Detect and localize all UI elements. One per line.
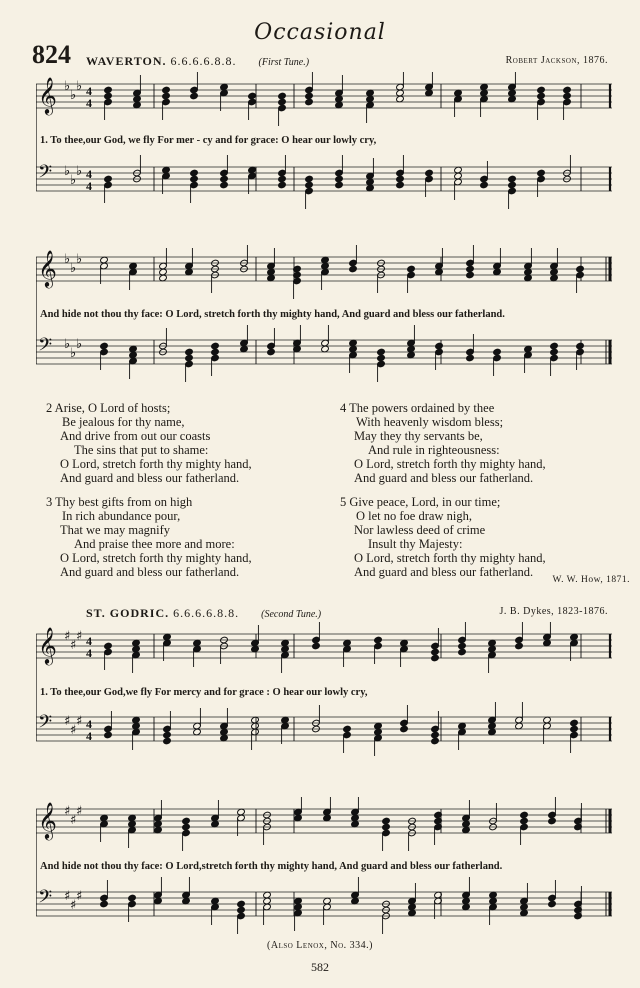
sharp-icon: ♯ <box>76 889 83 904</box>
verse-line: O Lord, stretch forth thy mighty hand, <box>60 551 252 565</box>
note-head <box>550 342 559 350</box>
composer-credit-2 <box>500 606 608 617</box>
verse-line: With heavenly wisdom bless; <box>356 415 504 429</box>
note-head <box>104 642 113 650</box>
flat-icon: ♭ <box>64 252 71 267</box>
verse <box>46 495 326 579</box>
verse-line: May they thy servants be, <box>354 429 483 443</box>
note-head <box>185 348 194 356</box>
verses-right <box>340 401 620 579</box>
time-signature-bottom: 4 <box>86 729 92 743</box>
note-head <box>537 169 546 177</box>
note-head <box>396 181 405 189</box>
note-head <box>349 265 358 273</box>
page-number: 582 <box>311 960 329 974</box>
note-head <box>128 894 137 902</box>
note-head <box>163 731 172 739</box>
music-system-4 <box>36 797 612 947</box>
composer-name: J. B. Dykes <box>499 606 552 617</box>
note-head <box>576 265 585 273</box>
tune-label: (First Tune.) <box>258 57 310 68</box>
note-head <box>493 348 502 356</box>
staff-notation <box>36 797 612 947</box>
treble-clef-icon: 𝄞 <box>38 76 57 114</box>
verse-line: And guard and bless our fatherland. <box>60 565 240 579</box>
flat-icon: ♭ <box>70 261 77 276</box>
hymn-number: 824 <box>32 40 71 69</box>
note-head <box>305 175 314 183</box>
note-head <box>377 348 386 356</box>
note-head <box>407 265 416 273</box>
verse <box>46 401 326 485</box>
lyric-line: And hide not thou thy face: O Lord, stretch forth thy mighty hand, And guard and bless our fatherland. <box>40 309 505 320</box>
verse-line: That we may magnify <box>60 523 171 537</box>
note-head <box>220 175 229 183</box>
note-head <box>182 817 191 825</box>
time-signature-top: 4 <box>86 167 92 181</box>
verse-line: And guard and bless our fatherland. <box>354 471 534 485</box>
note-head <box>537 86 546 94</box>
flat-icon: ♭ <box>76 252 83 267</box>
note-head <box>104 731 113 739</box>
sharp-icon: ♯ <box>76 629 83 644</box>
sharp-icon: ♯ <box>70 813 77 828</box>
note-head <box>374 636 383 644</box>
verse-line: And praise thee more and more: <box>74 537 235 551</box>
sharp-icon: ♯ <box>70 898 77 913</box>
bass-clef-icon: 𝄢 <box>38 887 53 912</box>
note-head <box>220 181 229 189</box>
note-head <box>335 181 344 189</box>
note-head <box>335 175 344 183</box>
staff-notation <box>36 72 612 222</box>
lyric-line: 1. To thee,our God, we fly For mer - cy and for grace: O hear our lowly cry, <box>40 135 377 146</box>
composer-credit-1 <box>506 55 608 66</box>
flat-icon: ♭ <box>70 88 77 103</box>
note-head <box>182 823 191 831</box>
time-signature-bottom: 4 <box>86 96 92 110</box>
music-system-1 <box>36 72 612 222</box>
flat-icon: ♭ <box>64 79 71 94</box>
note-head <box>278 98 287 106</box>
note-head <box>520 811 529 819</box>
flat-icon: ♭ <box>64 337 71 352</box>
flat-icon: ♭ <box>70 173 77 188</box>
lyric-line: 1. To thee,our God,we fly For mercy and for grace : O hear our lowly cry, <box>40 687 368 698</box>
note-head <box>305 98 314 106</box>
tune-label: (Second Tune.) <box>261 609 322 620</box>
note-head <box>563 86 572 94</box>
note-head <box>237 900 246 908</box>
verse-line: O let no foe draw nigh, <box>356 509 472 523</box>
note-head <box>458 648 467 656</box>
note-head <box>431 737 440 745</box>
note-head <box>466 271 475 279</box>
hymn-author: W. W. How, 1871. <box>552 575 630 585</box>
note-head <box>480 181 489 189</box>
tune-name: ST. GODRIC. <box>86 606 170 620</box>
verse-line: And guard and bless our fatherland. <box>354 565 534 579</box>
time-signature-top: 4 <box>86 84 92 98</box>
note-head <box>570 719 579 727</box>
note-head <box>278 92 287 100</box>
composer-name: Robert Jackson <box>505 55 577 66</box>
verse-line: 2 Arise, O Lord of hosts; <box>46 401 171 415</box>
note-head <box>278 181 287 189</box>
note-head <box>396 175 405 183</box>
sharp-icon: ♯ <box>76 804 83 819</box>
note-head <box>382 817 391 825</box>
note-head <box>100 900 109 908</box>
bass-clef-icon: 𝄢 <box>38 162 53 187</box>
verse-line: In rich abundance pour, <box>62 509 181 523</box>
note-head <box>100 342 109 350</box>
note-head <box>425 169 434 177</box>
note-head <box>550 348 559 356</box>
note-head <box>508 181 517 189</box>
staff-notation <box>36 245 612 395</box>
verse-line: O Lord, stretch forth thy mighty hand, <box>60 457 252 471</box>
note-head <box>515 642 524 650</box>
composer-year: , 1876. <box>577 55 608 66</box>
treble-clef-icon: 𝄞 <box>38 801 57 839</box>
note-head <box>382 823 391 831</box>
verse-line: Insult thy Majesty: <box>368 537 463 551</box>
note-head <box>570 725 579 733</box>
note-head <box>162 92 171 100</box>
sharp-icon: ♯ <box>76 714 83 729</box>
verse <box>340 495 620 579</box>
sharp-icon: ♯ <box>64 804 71 819</box>
note-head <box>400 725 409 733</box>
flat-icon: ♭ <box>76 164 83 179</box>
verse-line: 3 Thy best gifts from on high <box>46 495 193 509</box>
note-head <box>435 342 444 350</box>
note-head <box>520 817 529 825</box>
time-signature-bottom: 4 <box>86 646 92 660</box>
sharp-icon: ♯ <box>64 714 71 729</box>
note-head <box>104 86 113 94</box>
treble-clef-icon: 𝄞 <box>38 626 57 664</box>
tune-heading-2 <box>86 606 321 621</box>
note-head <box>190 169 199 177</box>
verse-line: The sins that put to shame: <box>74 443 209 457</box>
verse <box>340 401 620 485</box>
sharp-icon: ♯ <box>70 638 77 653</box>
note-head <box>508 175 517 183</box>
tune-meter: 6.6.6.6.8.8. <box>173 606 240 620</box>
flat-icon: ♭ <box>70 346 77 361</box>
note-head <box>431 648 440 656</box>
time-signature-bottom: 4 <box>86 179 92 193</box>
verse-line: 5 Give peace, Lord, in our time; <box>340 495 501 509</box>
verse-line: Be jealous for thy name, <box>62 415 185 429</box>
note-head <box>104 175 113 183</box>
note-head <box>431 654 440 662</box>
verse-line: 4 The powers ordained by thee <box>340 401 495 415</box>
verse-line: O Lord, stretch forth thy mighty hand, <box>354 551 546 565</box>
treble-clef-icon: 𝄞 <box>38 249 57 287</box>
flat-icon: ♭ <box>64 164 71 179</box>
note-head <box>466 354 475 362</box>
note-head <box>104 92 113 100</box>
tune-heading-1 <box>86 54 309 69</box>
note-head <box>190 175 199 183</box>
note-head <box>548 900 557 908</box>
sharp-icon: ♯ <box>64 889 71 904</box>
note-head <box>163 737 172 745</box>
time-signature-top: 4 <box>86 717 92 731</box>
sharp-icon: ♯ <box>70 723 77 738</box>
note-head <box>162 86 171 94</box>
verse-line: O Lord, stretch forth thy mighty hand, <box>354 457 546 471</box>
note-head <box>431 731 440 739</box>
flat-icon: ♭ <box>76 337 83 352</box>
note-head <box>576 342 585 350</box>
composer-year: , 1823-1876. <box>551 606 608 617</box>
note-head <box>248 92 257 100</box>
lyric-line: And hide not thou thy face: O Lord,stretch forth thy mighty hand, And guard and bless our fatherland. <box>40 861 503 872</box>
note-head <box>377 354 386 362</box>
flat-icon: ♭ <box>76 79 83 94</box>
note-head <box>574 912 583 920</box>
note-head <box>466 265 475 273</box>
music-system-2 <box>36 245 612 395</box>
note-head <box>343 725 352 733</box>
note-head <box>305 92 314 100</box>
note-head <box>211 348 220 356</box>
bass-clef-icon: 𝄢 <box>38 335 53 360</box>
note-head <box>312 642 321 650</box>
tune-meter: 6.6.6.6.8.8. <box>170 54 237 68</box>
note-head <box>185 354 194 362</box>
note-head <box>548 817 557 825</box>
time-signature-top: 4 <box>86 634 92 648</box>
bass-clef-icon: 𝄢 <box>38 712 53 737</box>
section-title: Occasional <box>254 20 386 45</box>
tune-name: WAVERTON. <box>86 54 167 68</box>
note-head <box>305 181 314 189</box>
verse-line: And drive from out our coasts <box>60 429 211 443</box>
note-head <box>458 642 467 650</box>
note-head <box>211 342 220 350</box>
verses-left <box>46 401 326 579</box>
verse-line: Nor lawless deed of crime <box>354 523 486 537</box>
note-head <box>267 348 276 356</box>
alternate-tune-note: (Also Lenox, No. 334.) <box>267 940 373 951</box>
note-head <box>237 906 246 914</box>
verse-line: And guard and bless our fatherland. <box>60 471 240 485</box>
verse-line: And rule in righteousness: <box>368 443 500 457</box>
note-head <box>563 92 572 100</box>
note-head <box>190 92 199 100</box>
note-head <box>278 175 287 183</box>
note-head <box>537 92 546 100</box>
sharp-icon: ♯ <box>64 629 71 644</box>
